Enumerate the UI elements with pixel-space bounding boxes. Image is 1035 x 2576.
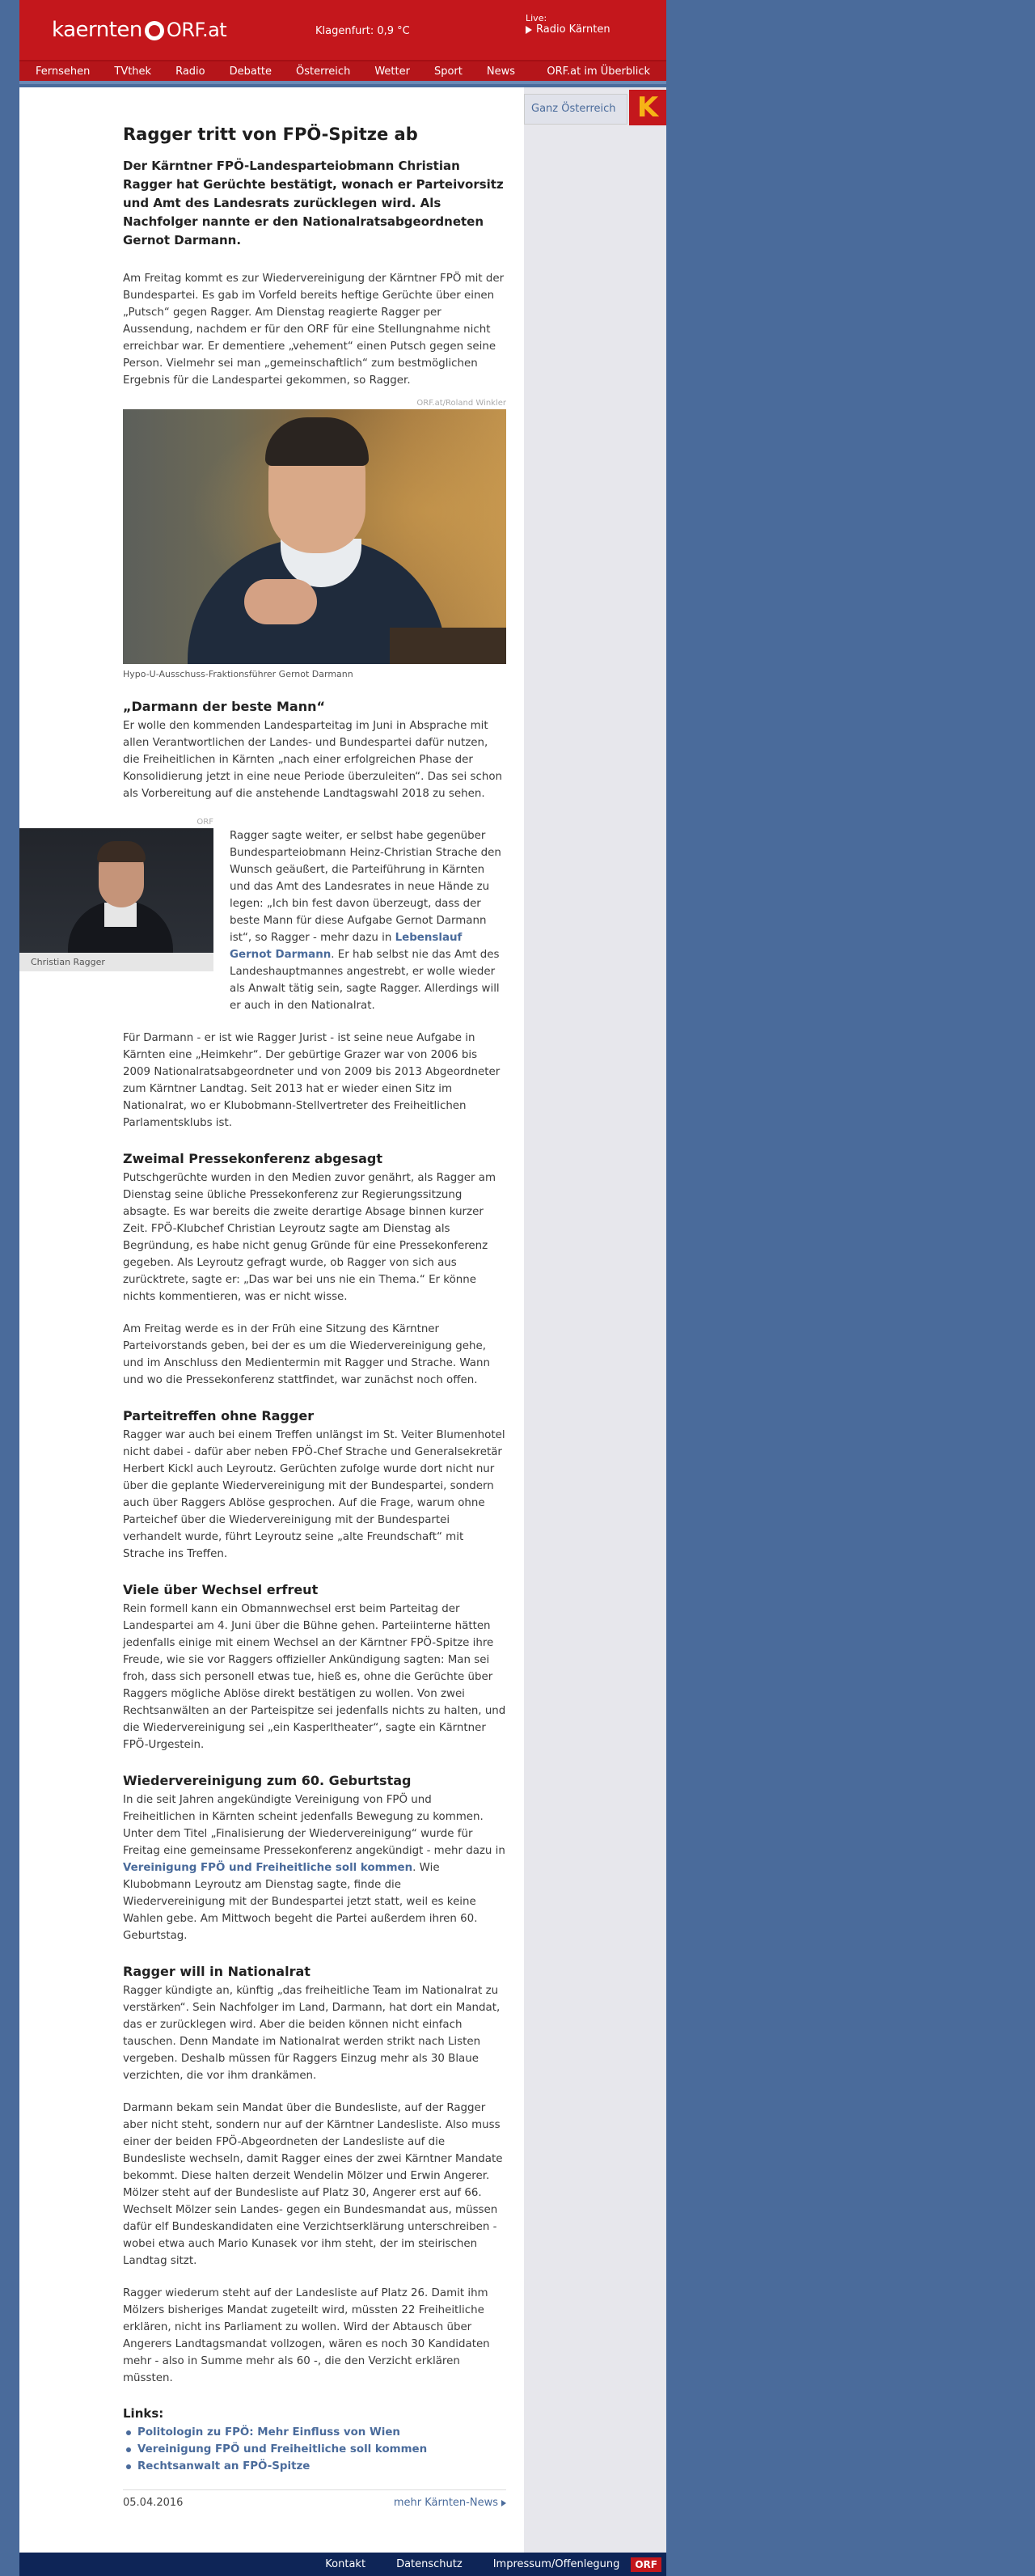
nav-oesterreich[interactable]: Österreich — [296, 65, 351, 78]
photo-caption: Hypo-U-Ausschuss-Fraktionsführer Gernot Darmann — [123, 669, 353, 679]
play-icon[interactable] — [526, 26, 532, 34]
footer-datenschutz[interactable]: Datenschutz — [396, 2558, 463, 2570]
more-news-text[interactable]: mehr Kärnten-News — [393, 2497, 498, 2509]
photo-desk — [390, 628, 506, 664]
nav-debatte[interactable]: Debatte — [229, 65, 272, 78]
photo-figure-hand — [244, 579, 317, 624]
page — [19, 0, 666, 2509]
paragraph-text: . Wie Klubobmann Leyroutz am Dienstag sagte, finde die Wiedervereinigung mit der Bundespartei jetzt statt, weil es keine Wahlen gebe. Am Mittwoch begeht die Partei außerdem ihren 60. Geburtstag. — [123, 1862, 478, 1942]
section-heading: Wiedervereinigung zum 60. Geburtstag — [123, 1773, 412, 1788]
paragraph-text: Ragger sagte weiter, er selbst habe gegenüber Bundesparteiobmann Heinz-Christian Strache den Wunsch geäußert, die Parteiführung in Kärnten und das Amt des Landesrates in neue Hände zu legen: „Ich bin fest davon überzeugt, dass der beste Mann für diese Aufgabe Gernot Darmann ist“, so Ragger - mehr dazu in — [230, 830, 501, 944]
footer-orf-logo[interactable]: ORF — [631, 2557, 661, 2572]
section-heading: Parteitreffen ohne Ragger — [123, 1408, 315, 1423]
link-vereinigung[interactable]: Vereinigung FPÖ und Freiheitliche soll kommen — [123, 1862, 413, 1874]
nav-radio[interactable]: Radio — [175, 65, 205, 78]
bullet-icon — [126, 2464, 131, 2469]
nav-tvthek[interactable]: TVthek — [114, 65, 152, 78]
orf-eye-icon — [145, 21, 164, 40]
section-heading: Ragger will in Nationalrat — [123, 1964, 310, 1979]
article-paragraph: Er wolle den kommenden Landesparteitag im Juni in Absprache mit allen Verantwortlichen der Landes- und Bundespartei dafür nutzen, die Freiheitlichen in Kärnten „nach einer erfolgreichen Phase der Konsolidierung jetzt in eine neue Periode überzuleiten“. Das sei schon als Vorbereitung auf die anstehende Landtagswahl 2018 zu sehen. — [123, 720, 503, 800]
nav-overview[interactable]: ORF.at im Überblick — [547, 65, 650, 78]
header — [19, 0, 666, 61]
main-nav — [19, 61, 666, 84]
article-paragraph — [123, 1791, 506, 1944]
section-heading: „Darmann der beste Mann“ — [123, 699, 325, 714]
photo-credit: ORF — [196, 818, 213, 827]
more-news-link[interactable] — [394, 2497, 506, 2509]
ragger-photo — [19, 828, 213, 953]
article-title: Ragger tritt von FPÖ-Spitze ab — [123, 125, 418, 144]
logo-region: kaernten — [52, 18, 142, 42]
nav-fernsehen[interactable]: Fernsehen — [36, 65, 91, 78]
photo-figure-hair — [97, 841, 146, 862]
related-link[interactable] — [123, 2441, 506, 2458]
article-paragraph: Ragger kündigte an, künftig „das freiheitliche Team im Nationalrat zu verstärken“. Sein Nachfolger im Land, Darmann, hat dort ein Mandat, das er zurücklegen wird. Aber die beiden können nicht einfach tauschen. Denn Mandate im Nationalrat werden strikt nach Listen vergeben. Deshalb müssen für Raggers Einzug mehr als 30 Blaue verzichten, die vor ihm drankämen. — [123, 1985, 501, 2082]
ragger-figure — [19, 818, 213, 971]
float-section — [31, 818, 506, 1014]
links-list — [123, 2424, 506, 2475]
article-paragraph: Darmann bekam sein Mandat über die Bundesliste, auf der Ragger aber nicht steht, sondern nur auf der Kärntner Landesliste. Also muss einer der beiden FPÖ-Abgeordneten der Landesliste auf die Bundesliste wechseln, damit Ragger eines der zwei Kärntner Mandate bekommt. Diese halten derzeit Wendelin Mölzer und Erwin Angerer. Mölzer steht auf der Bundesliste auf Platz 30, Angerer erst auf 66. Wechselt Mölzer sein Landes- gegen ein Bundesmandat aus, müssen dafür elf Bundeskandidaten eine Verzichtserklärung unterschreiben - wobei etwa auch Mario Kunasek vor ihm steht, der im steirischen Landtag sitzt. — [123, 2102, 503, 2267]
logo-brand: ORF.at — [166, 19, 227, 41]
related-link-text[interactable]: Politologin zu FPÖ: Mehr Einfluss von Wien — [137, 2426, 400, 2439]
paragraph-text: In die seit Jahren angekündigte Vereinigung von FPÖ und Freiheitlichen in Kärnten scheint jedenfalls Bewegung zu kommen. Unter dem Titel „Finalisierung der Wiedervereinigung“ wurde für Freitag eine gemeinsame Pressekonferenz angekündigt - mehr dazu in — [123, 1794, 505, 1857]
footer-impressum[interactable]: Impressum/Offenlegung — [492, 2558, 620, 2570]
article-paragraph: Ragger war auch bei einem Treffen unlängst im St. Veiter Blumenhotel nicht dabei - dafür aber neben FPÖ-Chef Strache und Generalsekretär Herbert Kickl auch Leyroutz. Gerüchten zufolge wurde dort nicht nur über die geplante Wiedervereinigung mit der Bundespartei, sondern auch über Raggers Ablöse gesprochen. Auf die Frage, warum ohne Parteichef über die Wiedervereinigung mit der Bundespartei verhandelt wurde, führt Leyroutz seine „alte Freundschaft“ mit Strache ins Treffen. — [123, 1429, 505, 1560]
related-link[interactable] — [123, 2424, 506, 2441]
kaernten-k-logo[interactable] — [629, 90, 666, 125]
bullet-icon — [126, 2447, 131, 2452]
article-paragraph: Für Darmann - er ist wie Ragger Jurist - ist seine neue Aufgabe in Kärnten eine „Heimkehr“. Der gebürtige Grazer war von 2006 bis 2009 Nationalratsabgeordneter und von 2009 bis 2013 Abgeordneter zum Kärntner Landtag. Seit 2013 hat er wieder einen Sitz im Nationalrat, wo er Klubobmann-Stellvertreter des Freiheitlichen Parlamentsklubs ist. — [123, 1032, 501, 1129]
live-label: Live: — [526, 13, 547, 23]
paragraph-text: . Er hab selbst nie das Amt des Landeshauptmannes angestrebt, er wolle wieder als Anwalt tätig sein, sagte Ragger. Allerdings will er auch in den Nationalrat. — [230, 949, 500, 1012]
arrow-right-icon — [501, 2500, 506, 2506]
links-heading: Links: — [123, 2406, 164, 2421]
related-link-text[interactable]: Vereinigung FPÖ und Freiheitliche soll kommen — [137, 2443, 428, 2455]
live-station-name: Radio Kärnten — [536, 23, 610, 36]
section-heading: Viele über Wechsel erfreut — [123, 1582, 319, 1597]
photo-caption: Christian Ragger — [19, 953, 213, 971]
darmann-photo — [123, 409, 506, 664]
orf-logo[interactable] — [52, 18, 226, 42]
article-footer — [123, 2489, 506, 2509]
article-paragraph: Am Freitag kommt es zur Wiedervereinigung der Kärntner FPÖ mit der Bundespartei. Es gab im Vorfeld bereits heftige Gerüchte über einen „Putsch“ gegen Ragger. Am Dienstag reagierte Ragger per Aussendung, nachdem er für den ORF für eine Stellungnahme nicht erreichbar war. Er dementiere „vehement“ einen Putsch gegen seine Person. Vielmehr sei man „gemeinschaftlich“ zum bestmöglichen Ergebnis für die Landespartei gekommen, so Ragger. — [123, 273, 505, 387]
nav-news[interactable]: News — [486, 65, 515, 78]
article-paragraph: Putschgerüchte wurden in den Medien zuvor genährt, als Ragger am Dienstag seine übliche Pressekonferenz zur Regierungssitzung absagte. Es war bereits die zweite derartige Absage binnen kurzer Zeit. FPÖ-Klubchef Christian Leyroutz sagte am Dienstag als Begründung, es habe nicht genug Gründe für eine Pressekonferenz gegeben. Als Leyroutz gefragt wurde, ob Ragger von sich aus zurücktrete, sagte er: „Das war bei uns nie ein Thema.“ Er könne nichts kommentieren, was er nicht wisse. — [123, 1172, 496, 1303]
sidebar — [524, 87, 666, 2553]
article-paragraph: Ragger wiederum steht auf der Landesliste auf Platz 26. Damit ihm Mölzers bisheriges Mandat zugeteilt wird, müssten 22 Freiheitliche erklären, nicht ins Parliament zu wollen. Wird der Abtausch über Angerers Landtagsmandat vollzogen, wären es noch 30 Kandidaten mehr - also in Summe mehr als 60 -, die den Verzicht erklären müssten. — [123, 2287, 490, 2384]
link-lebenslauf[interactable]: Lebenslauf Gernot Darmann — [230, 932, 463, 961]
article-date: 05.04.2016 — [123, 2497, 184, 2509]
weather-link[interactable]: Klagenfurt: 0,9 °C — [315, 25, 410, 37]
article — [31, 87, 506, 2509]
footer-bar — [19, 2553, 666, 2576]
nav-wetter[interactable]: Wetter — [374, 65, 410, 78]
live-radio[interactable] — [526, 13, 610, 36]
nav-sport[interactable]: Sport — [433, 65, 463, 78]
section-heading: Zweimal Pressekonferenz abgesagt — [123, 1151, 383, 1166]
kaernten-k-letter: K — [636, 91, 659, 124]
article-paragraph: Rein formell kann ein Obmannwechsel erst beim Parteitag der Landespartei am 4. Juni über die Bühne gehen. Parteiinterne hätten jedenfalls einige mit einem Wechsel an der Kärntner FPÖ-Spitze ihre Freude, wie sie vor Raggers offizieller Ankündigung sagten: Man sei froh, dass sich personell etwas tue, hieß es, ohne die Gerüchte über Raggers mögliche Ablöse direkt bestätigen zu wollen. Von zwei Rechtsanwälten an der Parteispitze sei jedenfalls nichts zu halten, und die Wiedervereinigung sei „ein Kasperltheater“, sagte ein Kärntner FPÖ-Urgestein. — [123, 1603, 506, 1751]
article-paragraph: Am Freitag werde es in der Früh eine Sitzung des Kärntner Parteivorstands geben, bei der es um die Wiedervereinigung gehe, und im Anschluss den Medientermin mit Ragger und Strache. Wann und wo die Pressekonferenz stattfindet, war zunächst noch offen. — [123, 1323, 490, 1386]
related-link[interactable] — [123, 2458, 506, 2475]
ganz-oesterreich-link[interactable]: Ganz Österreich — [524, 94, 627, 125]
bullet-icon — [126, 2430, 131, 2435]
related-link-text[interactable]: Rechtsanwalt an FPÖ-Spitze — [137, 2460, 310, 2472]
content-area — [19, 87, 524, 2553]
photo-credit: ORF.at/Roland Winkler — [416, 399, 506, 408]
footer-kontakt[interactable]: Kontakt — [325, 2558, 366, 2570]
article-lead: Der Kärntner FPÖ-Landesparteiobmann Christian Ragger hat Gerüchte bestätigt, wonach er Parteivorsitz und Amt des Landesrats zurücklegen wird. Als Nachfolger nannte er den Nationalratsabgeordneten Gernot Darmann. — [123, 159, 504, 247]
live-station[interactable] — [526, 23, 610, 36]
